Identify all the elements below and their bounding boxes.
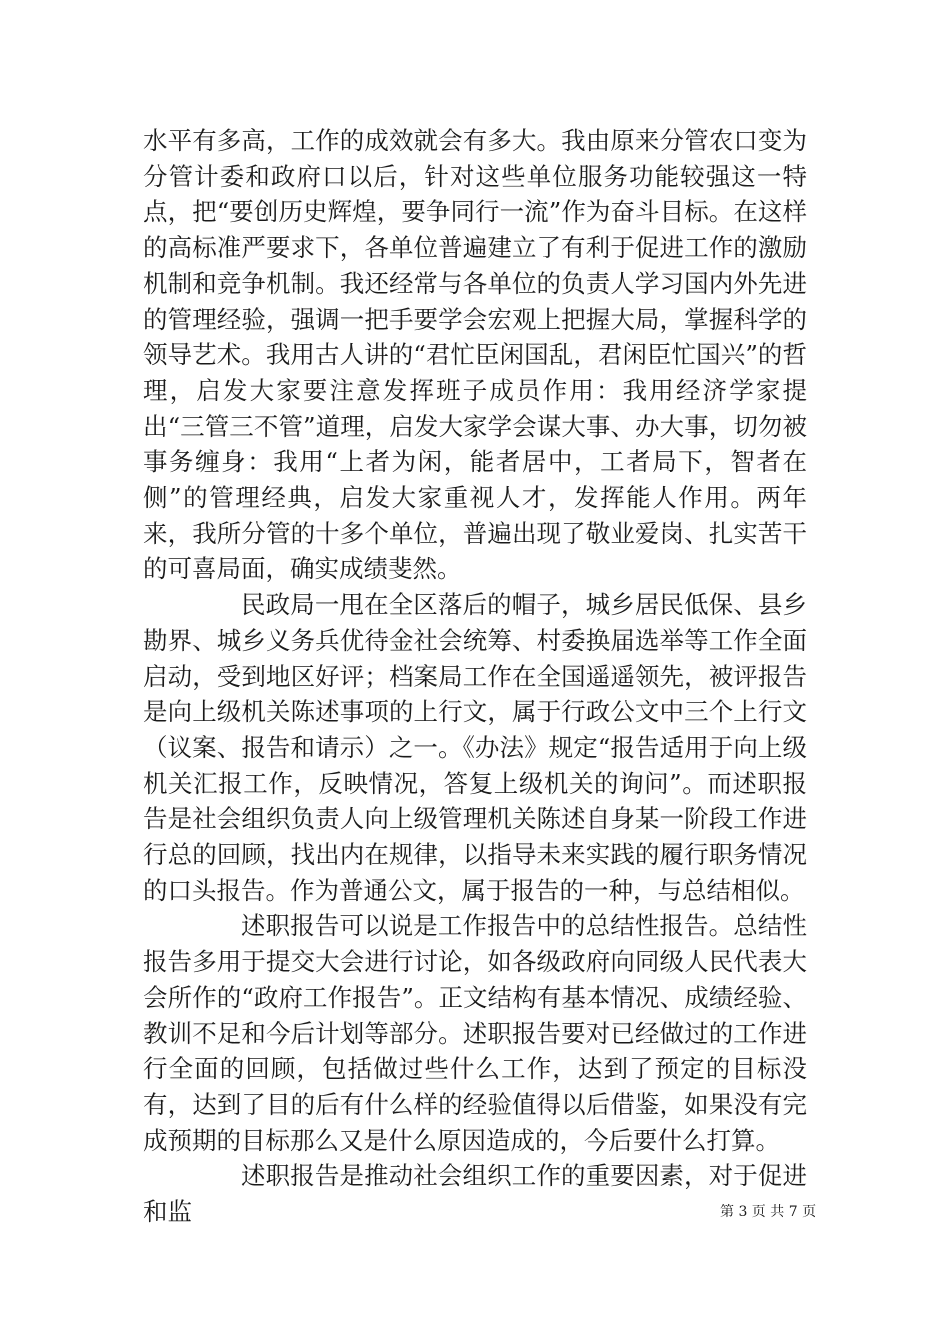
body-paragraph-1: 水平有多高，工作的成效就会有多大。我由原来分管农口变为分管计委和政府口以后，针对这些单位服务功能较强这一特点，把“要创历史辉煌，要争同行一流”作为奋斗目标。在这样的高标准严要求下，各单位普遍建立了有利于促进工作的激励机制和竞争机制。我还经常与各单位的负责人学习国内外先进的管理经验，强调一把手要学会宏观上把握大局，掌握科学的领导艺术。我用古人讲的“君忙臣闲国乱，君闲臣忙国兴”的哲理，启发大家要注意发挥班子成员作用：我用经济学家提出“三管三不管”道理，启发大家学会谋大事、办大事，切勿被事务缠身：我用“上者为闲，能者居中，工者局下，智者在侧”的管理经典，启发大家重视人才，发挥能人作用。两年来，我所分管的十多个单位，普遍出现了敬业爱岗、扎实苦干的可喜局面，确实成绩斐然。	[143, 126, 807, 584]
body-paragraph-4: 述职报告是推动社会组织工作的重要因素，对于促进和监	[143, 1161, 807, 1227]
body-paragraph-2: 民政局一甩在全区落后的帽子，城乡居民低保、县乡勘界、城乡义务兵优待金社会统筹、村委换届选举等工作全面启动，受到地区好评；档案局工作在全国遥遥领先，被评报告是向上级机关陈述事项的上行文，属于行政公文中三个上行文（议案、报告和请示）之一。《办法》规定“报告适用于向上级机关汇报工作，反映情况，答复上级机关的询问”。而述职报告是社会组织负责人向上级管理机关陈述自身某一阶段工作进行总的回顾，找出内在规律，以指导未来实践的履行职务情况的口头报告。作为普通公文，属于报告的一种，与总结相似。	[143, 590, 807, 905]
body-paragraph-3: 述职报告可以说是工作报告中的总结性报告。总结性报告多用于提交大会进行讨论，如各级政府向同级人民代表大会所作的“政府工作报告”。正文结构有基本情况、成绩经验、教训不足和今后计划等部分。述职报告要对已经做过的工作进行全面的回顾，包括做过些什么工作，达到了预定的目标没有，达到了目的后有什么样的经验值得以后借鉴，如果没有完成预期的目标那么又是什么原因造成的，今后要什么打算。	[143, 911, 807, 1155]
page-number-footer: 第 3 页 共 7 页	[720, 1204, 817, 1220]
document-body	[143, 123, 807, 1230]
